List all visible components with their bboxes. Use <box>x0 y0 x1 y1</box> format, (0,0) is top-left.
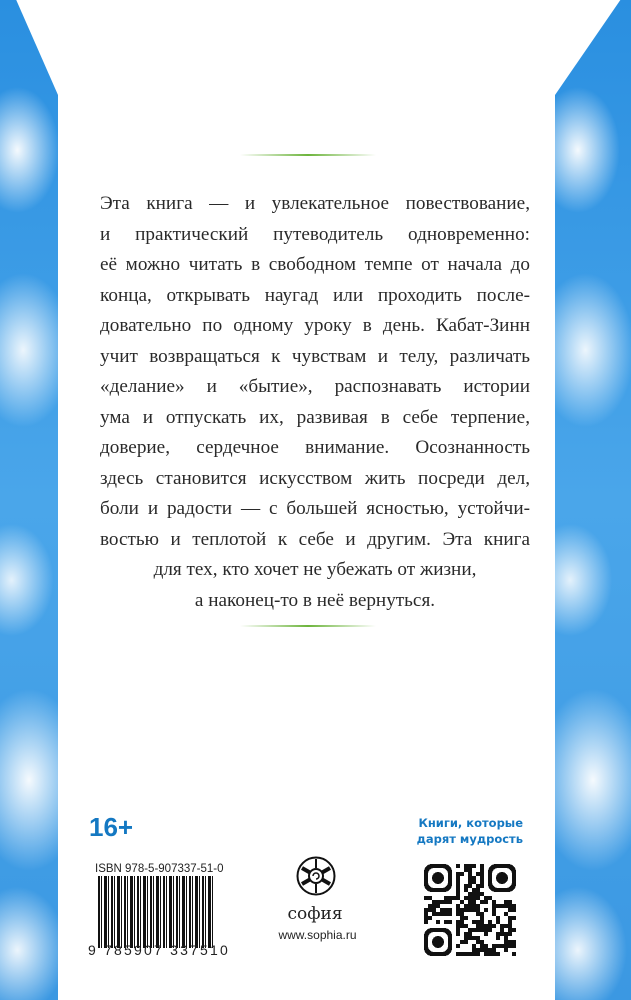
blurb-line: конца, открывать наугад или проходить после- <box>100 284 530 306</box>
blurb-line: и практический путеводитель одновременно: <box>100 223 530 245</box>
isbn-text: ISBN 978-5-907337-51-0 <box>95 863 224 875</box>
slogan-line: дарят мудрость <box>416 832 523 846</box>
blurb-line: здесь становится искусством жить посреди дел, <box>100 467 530 489</box>
publisher-website[interactable]: www.sophia.ru <box>278 928 357 942</box>
blurb-line: доверие, сердечное внимание. Осознанность <box>100 437 530 458</box>
blurb-line: довательно по одному уроку в день. Кабат-Зинн <box>100 315 530 336</box>
publisher-name: софия <box>287 904 343 924</box>
blurb-line: Эта книга — и увлекательное повествование, <box>100 193 530 214</box>
sky-border-right <box>555 0 631 1000</box>
blurb-line: для тех, кто хочет не убежать от жизни, <box>153 559 477 580</box>
divider-bottom <box>240 625 376 627</box>
qr-code[interactable] <box>424 864 516 956</box>
age-rating: 16+ <box>89 812 134 842</box>
blurb-line: «делание» и «бытие», распознавать истории <box>100 376 530 397</box>
publisher-slogan <box>417 815 523 847</box>
barcode-number: 9 785907 337510 <box>88 942 230 958</box>
blurb-line: боли и радости — с большей ясностью, устойчи- <box>100 498 530 519</box>
blurb-line: учит возвращаться к чувствам и телу, различать <box>100 345 530 367</box>
barcode <box>98 876 214 948</box>
divider-top <box>240 154 376 156</box>
sky-border-left <box>0 0 58 1000</box>
blurb-line: ума и отпускать их, развивая в себе терпение, <box>100 406 530 428</box>
blurb-text <box>100 189 530 616</box>
blurb-line: её можно читать в свободном темпе от начала до <box>100 254 530 275</box>
slogan-line: Книги, которые <box>418 816 523 830</box>
publisher-logo-icon <box>296 856 336 901</box>
blurb-line: а наконец-то в неё вернуться. <box>194 589 436 611</box>
blurb-line: востью и теплотой к себе и другим. Эта книга <box>100 528 530 550</box>
